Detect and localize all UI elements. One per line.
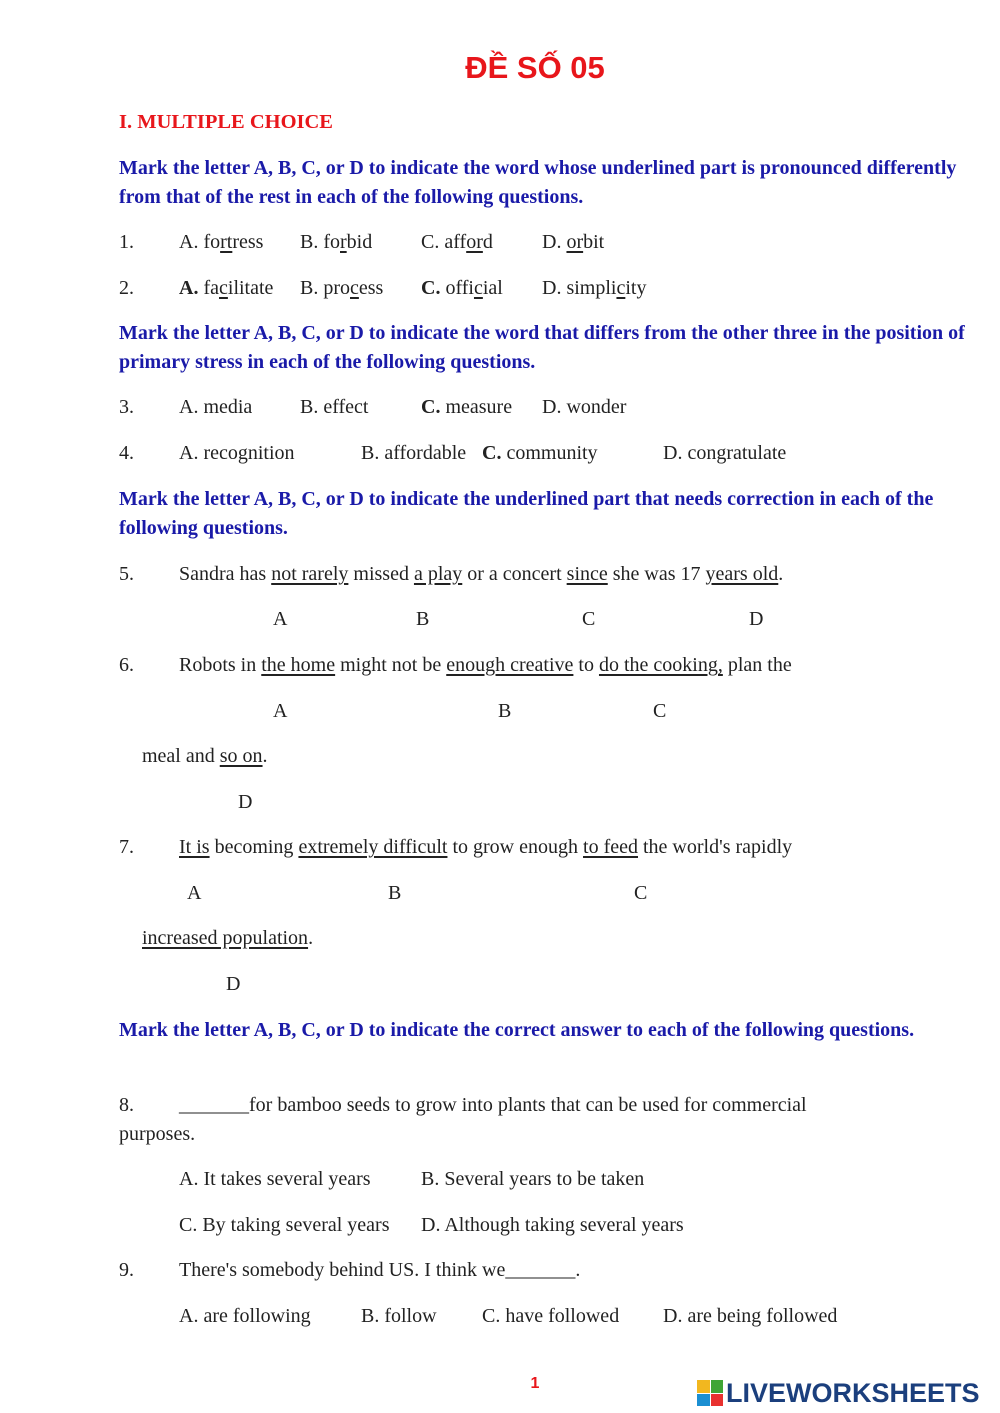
q7-part-c[interactable]: to feed [583,836,638,858]
q3-option-c[interactable]: C. measure [421,396,513,418]
q5-part-b[interactable]: a play [413,563,463,585]
q7-label-d: D [226,973,241,995]
q9-option-a[interactable]: A. are following [179,1305,311,1327]
q6-part-b[interactable]: enough creative [446,654,574,676]
q5-label-c: C [582,608,596,630]
q7-part-d[interactable]: increased population [142,927,309,949]
q5-part-d[interactable]: years old [705,563,779,585]
q9-option-c[interactable]: C. have followed [482,1305,620,1327]
q8-option-b[interactable]: B. Several years to be taken [421,1168,645,1190]
q8-option-d[interactable]: D. Although taking several years [421,1214,684,1236]
q6-part-c[interactable]: do the cooking, [598,654,723,676]
q1-option-c[interactable]: C. afford [421,231,493,253]
q8-option-a[interactable]: A. It takes several years [179,1168,371,1190]
q7-label-a: A [187,882,202,904]
question-number: 3. [119,396,134,418]
q1-option-d[interactable]: D. orbit [542,231,605,253]
q4-option-b[interactable]: B. affordable [361,442,467,464]
q7-sentence: It is becoming extremely difficult to grow enough to feed the world's rapidly [179,836,793,858]
question-number: 8. [119,1094,134,1116]
q6-label-a: A [273,700,288,722]
q2-option-d[interactable]: D. simplicity [542,277,647,299]
q1-option-b[interactable]: B. forbid [300,231,373,253]
q7-part-b[interactable]: extremely difficult [298,836,448,858]
q5-label-a: A [273,608,288,630]
q8-option-c[interactable]: C. By taking several years [179,1214,390,1236]
q6-part-a[interactable]: the home [261,654,336,676]
q5-part-c[interactable]: since [566,563,608,585]
question-number: 5. [119,563,134,585]
page-number: 1 [530,1375,540,1392]
instruction-correction: Mark the letter A, B, C, or D to indicate the underlined part that needs correction in each of the following questions. [119,488,934,539]
q7-label-c: C [634,882,648,904]
q6-sentence-line2: meal and so on. [142,745,268,767]
q2-option-c[interactable]: C. official [421,277,503,299]
section-heading: I. MULTIPLE CHOICE [119,111,333,133]
q9-option-d[interactable]: D. are being followed [663,1305,838,1327]
page-title: ĐỀ SỐ 05 [465,50,605,85]
q6-label-d: D [238,791,253,813]
q6-part-d[interactable]: so on [219,745,263,767]
q4-option-d[interactable]: D. congratulate [663,442,787,464]
instruction-stress: Mark the letter A, B, C, or D to indicate the word that differs from the other three in the position of primary stress in each of the following questions. [119,322,965,373]
q4-option-c[interactable]: C. community [482,442,598,464]
q5-sentence: Sandra has not rarely missed a play or a concert since she was 17 years old. [179,563,784,585]
q2-option-b[interactable]: B. process [300,277,384,299]
question-number: 2. [119,277,134,299]
logo-text: LIVEWORKSHEETS [726,1378,980,1408]
question-number: 4. [119,442,134,464]
q6-label-c: C [653,700,667,722]
q3-option-d[interactable]: D. wonder [542,396,627,418]
q6-label-b: B [498,700,512,722]
q8-stem: _______for bamboo seeds to grow into plants that can be used for commercial [179,1094,807,1116]
instruction-correct-answer: Mark the letter A, B, C, or D to indicate the correct answer to each of the following questions. [119,1019,915,1041]
liveworksheets-logo[interactable] [697,1376,980,1410]
liveworksheets-logo-icon [697,1380,723,1406]
q9-option-b[interactable]: B. follow [361,1305,437,1327]
q6-sentence: Robots in the home might not be enough creative to do the cooking, plan the [179,654,792,676]
q7-sentence-line2: increased population. [142,927,314,949]
q5-label-b: B [416,608,430,630]
q1-option-a[interactable]: A. fortress [179,231,264,253]
instruction-pronunciation: Mark the letter A, B, C, or D to indicate the word whose underlined part is pronounced differently from that of the rest in each of the following questions. [119,157,957,208]
q9-stem: There's somebody behind US. I think we_______. [179,1259,581,1281]
q7-label-b: B [388,882,402,904]
q4-option-a[interactable]: A. recognition [179,442,295,464]
question-number: 1. [119,231,134,253]
q2-option-a[interactable]: A. facilitate [179,277,274,299]
q5-label-d: D [749,608,764,630]
q7-part-a[interactable]: It is [179,836,210,858]
question-number: 6. [119,654,134,676]
question-number: 7. [119,836,134,858]
q3-option-a[interactable]: A. media [179,396,253,418]
question-number: 9. [119,1259,134,1281]
q3-option-b[interactable]: B. effect [300,396,369,418]
q8-stem-line2: purposes. [119,1123,196,1145]
q5-part-a[interactable]: not rarely [271,563,349,585]
